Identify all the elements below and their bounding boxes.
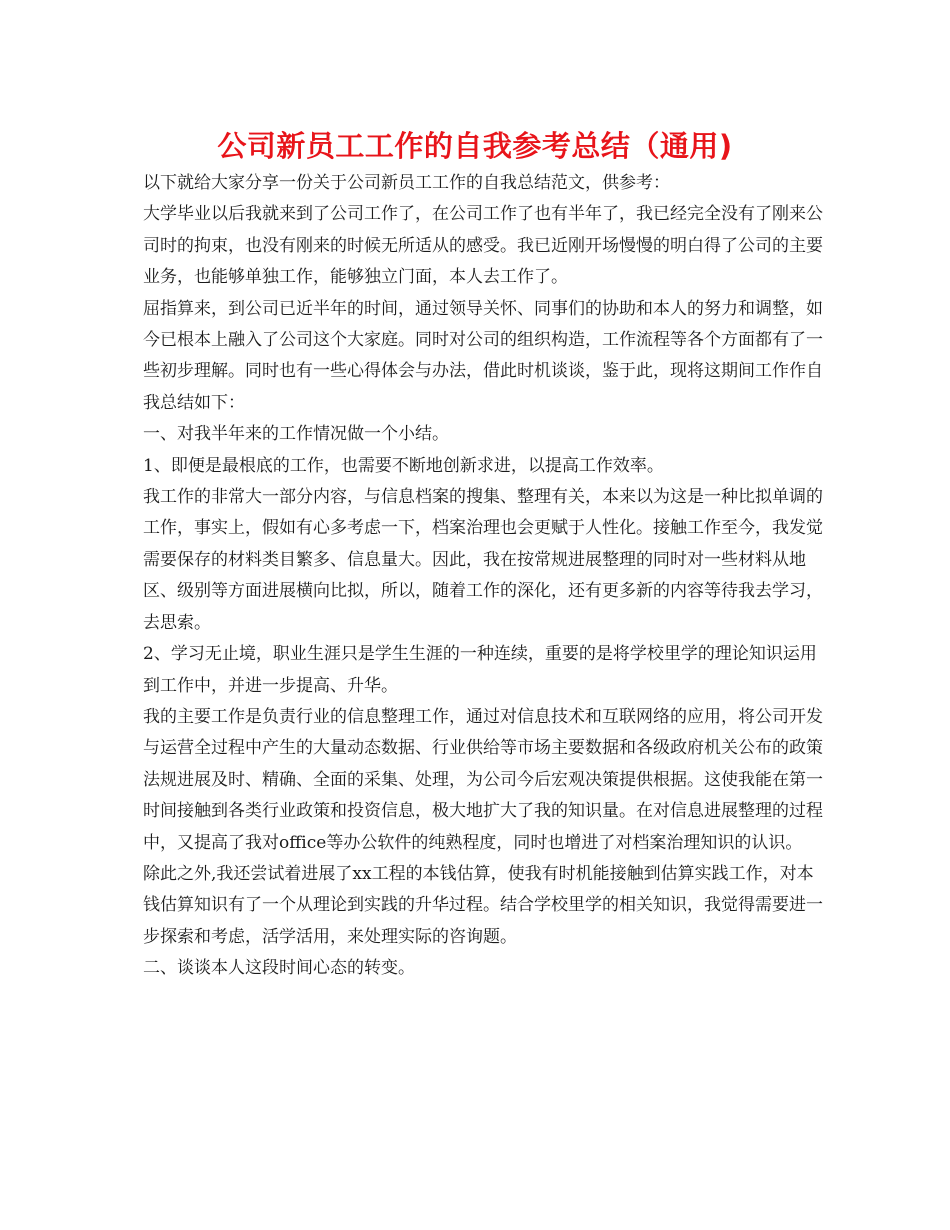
section-heading-2: 二、谈谈本人这段时间心态的转变。	[143, 958, 415, 979]
paragraph-intro: 以下就给大家分享一份关于公司新员工工作的自我总结范文，供参考：	[143, 173, 670, 193]
paragraph-3: 我工作的非常大一部分内容，与信息档案的搜集、整理有关，本来以为这是一种比拟单调的工作，事实上，假如有心多考虑一下，档案治理也会更赋于人性化。接触工作至今，我发觉需要保存的材料类目繁多、信息量大。因此，我在按常规进展整理的同时对一些材料从地区、级别等方面进展横向比拟，所以，随着工作的深化，还有更多新的内容等待我去学习，去思索。	[143, 487, 823, 633]
paragraph-2: 屈指算来，到公司已近半年的时间，通过领导关怀、同事们的协助和本人的努力和调整，如今已根本上融入了公司这个大家庭。同时对公司的组织构造，工作流程等各个方面都有了一些初步理解。同时也有一些心得体会与办法，借此时机谈谈，鉴于此，现将这期间工作作自我总结如下：	[143, 298, 823, 413]
section-heading-1: 一、对我半年来的工作情况做一个小结。	[143, 424, 449, 445]
paragraph-5: 除此之外,我还尝试着进展了xx工程的本钱估算，使我有时机能接触到估算实践工作，对本钱估算知识有了一个从理论到实践的升华过程。结合学校里学的相关知识，我觉得需要进一步探索和考虑，活学活用，来处理实际的咨询题。	[143, 863, 823, 947]
paragraph-1: 大学毕业以后我就来到了公司工作了，在公司工作了也有半年了，我已经完全没有了刚来公司时的拘束，也没有刚来的时候无所适从的感受。我已近刚开场慢慢的明白得了公司的主要业务，也能够单独工作，能够独立门面，本人去工作了。	[143, 204, 823, 288]
subheading-2: 2、学习无止境，职业生涯只是学生生涯的一种连续，重要的是将学校里学的理论知识运用到工作中，并进一步提高、升华。	[143, 644, 817, 696]
document-title: 公司新员工工作的自我参考总结（通用)	[217, 129, 733, 163]
subheading-1: 1、即便是最根底的工作，也需要不断地创新求进，以提高工作效率。	[143, 455, 664, 476]
document-body	[143, 168, 823, 985]
paragraph-4: 我的主要工作是负责行业的信息整理工作，通过对信息技术和互联网络的应用，将公司开发与运营全过程中产生的大量动态数据、行业供给等市场主要数据和各级政府机关公布的政策法规进展及时、精确、全面的采集、处理，为公司今后宏观决策提供根据。这使我能在第一时间接触到各类行业政策和投资信息，极大地扩大了我的知识量。在对信息进展整理的过程中，又提高了我对office等办公软件的纯熟程度，同时也增进了对档案治理知识的认识。	[143, 706, 823, 853]
